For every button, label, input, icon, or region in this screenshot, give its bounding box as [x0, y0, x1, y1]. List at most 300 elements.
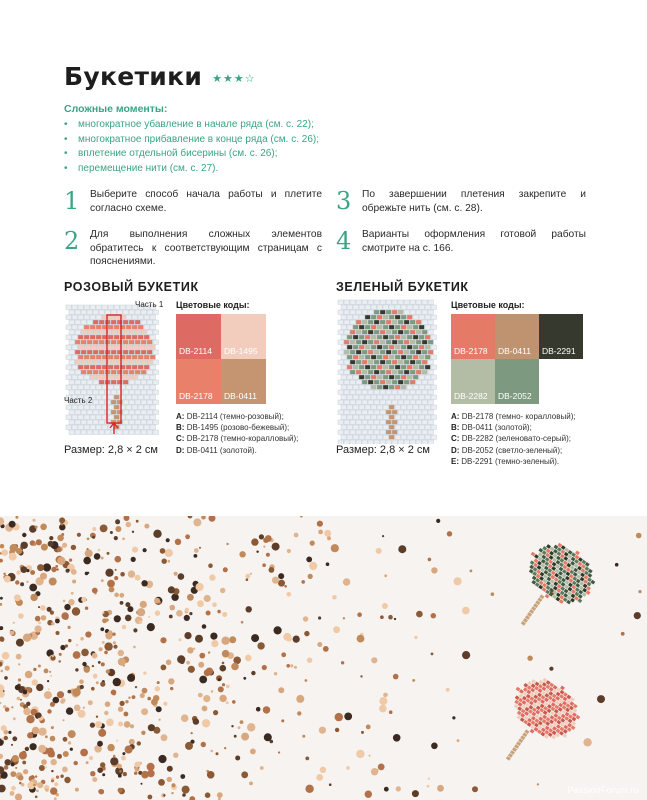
scattered-bead — [118, 650, 124, 656]
scheme-bead — [398, 310, 403, 314]
scattered-bead — [303, 616, 308, 621]
scheme-bead — [395, 435, 400, 439]
scattered-bead — [462, 651, 470, 659]
scattered-bead — [137, 608, 145, 616]
scattered-bead — [113, 641, 116, 644]
scheme-bead — [141, 360, 146, 364]
scheme-bead — [138, 345, 143, 349]
scattered-bead — [141, 731, 145, 735]
scheme-bead — [425, 325, 430, 329]
scheme-bead — [99, 430, 104, 434]
step-number: 4 — [336, 227, 352, 255]
scattered-bead — [81, 597, 86, 602]
scheme-bead — [362, 360, 367, 364]
scheme-bead — [350, 360, 355, 364]
scheme-bead — [374, 330, 379, 334]
scattered-bead — [12, 755, 19, 762]
scheme-bead — [132, 375, 137, 379]
scheme-bead — [425, 425, 430, 429]
scattered-bead — [176, 610, 183, 617]
scheme-bead — [419, 415, 424, 419]
scattered-bead — [120, 572, 125, 577]
scattered-bead — [15, 516, 18, 519]
scheme-bead — [135, 420, 140, 424]
scattered-bead — [241, 621, 244, 624]
scattered-bead — [85, 549, 93, 557]
scheme-bead — [410, 430, 415, 434]
scheme-bead — [419, 375, 424, 379]
scheme-bead — [362, 310, 367, 314]
scheme-bead — [75, 330, 80, 334]
scattered-bead — [35, 796, 38, 799]
scheme-bead — [401, 325, 406, 329]
scheme-bead — [395, 305, 400, 309]
scheme-bead — [404, 430, 409, 434]
scheme-bead — [413, 305, 418, 309]
scheme-bead — [377, 415, 382, 419]
scattered-bead — [75, 788, 79, 792]
scheme-bead — [87, 410, 92, 414]
scheme-bead — [96, 375, 101, 379]
scattered-bead — [0, 785, 6, 793]
scattered-bead — [179, 638, 182, 641]
scheme-bead — [96, 405, 101, 409]
scattered-bead — [297, 711, 301, 715]
scheme-bead — [75, 360, 80, 364]
pink-swatch-db1495 — [221, 314, 266, 359]
scattered-bead — [185, 534, 190, 539]
scheme-bead — [105, 310, 110, 314]
scattered-bead — [47, 709, 51, 713]
scattered-bead — [45, 735, 48, 738]
scattered-bead — [188, 516, 193, 519]
scheme-bead — [362, 320, 367, 324]
scheme-bead — [341, 315, 346, 319]
scheme-bead — [99, 350, 104, 354]
scattered-bead — [88, 700, 93, 705]
scheme-bead — [410, 340, 415, 344]
scheme-bead — [99, 420, 104, 424]
scheme-bead — [338, 330, 343, 334]
scheme-bead — [392, 390, 397, 394]
step-2 — [64, 228, 322, 269]
scheme-bead — [389, 415, 394, 419]
scheme-bead — [392, 380, 397, 384]
scattered-bead — [173, 753, 178, 758]
scattered-bead — [131, 557, 136, 562]
scheme-bead — [356, 300, 361, 304]
scheme-bead — [96, 315, 101, 319]
scheme-bead — [99, 330, 104, 334]
scheme-bead — [66, 325, 71, 329]
scheme-bead — [350, 420, 355, 424]
scattered-bead — [360, 675, 362, 677]
scheme-bead — [398, 400, 403, 404]
scattered-bead — [241, 771, 248, 778]
scattered-bead — [194, 554, 198, 558]
scattered-bead — [296, 695, 304, 703]
scheme-bead — [135, 410, 140, 414]
scattered-bead — [194, 548, 199, 553]
scheme-bead — [126, 365, 131, 369]
scheme-bead — [368, 340, 373, 344]
scattered-bead — [3, 573, 5, 575]
scattered-bead — [251, 671, 255, 675]
scattered-bead — [0, 603, 2, 606]
scheme-bead — [371, 345, 376, 349]
scattered-bead — [318, 616, 321, 619]
scattered-bead — [319, 727, 326, 734]
scheme-bead — [428, 350, 433, 354]
scattered-bead — [92, 777, 97, 782]
scheme-bead — [398, 390, 403, 394]
scattered-bead — [134, 772, 137, 775]
scattered-bead — [62, 543, 67, 548]
scattered-bead — [140, 693, 145, 698]
scattered-bead — [287, 549, 291, 553]
scattered-bead — [151, 699, 158, 706]
scheme-bead — [392, 360, 397, 364]
scattered-bead — [187, 647, 193, 653]
scheme-bead — [135, 390, 140, 394]
bouquet-bead — [516, 687, 521, 692]
scattered-bead — [23, 690, 28, 695]
scattered-bead — [68, 690, 72, 694]
scheme-bead — [395, 325, 400, 329]
scattered-bead — [29, 584, 37, 592]
scheme-bead — [111, 410, 116, 414]
scattered-bead — [148, 795, 153, 800]
scheme-bead — [389, 395, 394, 399]
scheme-bead — [114, 405, 119, 409]
scheme-bead — [392, 430, 397, 434]
scattered-bead — [92, 527, 96, 531]
scheme-bead — [90, 375, 95, 379]
scattered-bead — [38, 621, 41, 624]
scheme-bead — [347, 335, 352, 339]
scheme-bead — [431, 385, 436, 389]
scheme-bead — [380, 330, 385, 334]
green-swatch-db2291 — [539, 314, 583, 359]
scattered-bead — [188, 666, 195, 673]
scheme-bead — [416, 360, 421, 364]
scattered-bead — [15, 580, 19, 584]
scheme-bead — [419, 365, 424, 369]
scattered-bead — [329, 783, 332, 786]
scheme-bead — [377, 425, 382, 429]
scheme-bead — [84, 365, 89, 369]
scheme-bead — [359, 365, 364, 369]
scheme-bead — [422, 310, 427, 314]
scattered-bead — [431, 653, 434, 656]
scheme-bead — [350, 320, 355, 324]
scattered-bead — [272, 577, 279, 584]
scheme-bead — [398, 300, 403, 304]
scheme-bead — [404, 350, 409, 354]
scheme-bead — [93, 350, 98, 354]
scheme-bead — [147, 390, 152, 394]
scheme-bead — [389, 335, 394, 339]
scheme-bead — [383, 365, 388, 369]
scheme-bead — [123, 340, 128, 344]
scattered-bead — [317, 521, 323, 527]
scattered-bead — [170, 605, 176, 611]
scattered-bead — [220, 588, 225, 593]
scattered-bead — [38, 728, 46, 736]
scheme-bead — [78, 355, 83, 359]
scheme-bead — [392, 320, 397, 324]
scheme-bead — [392, 340, 397, 344]
scattered-bead — [549, 667, 553, 671]
scheme-bead — [99, 380, 104, 384]
scheme-bead — [96, 305, 101, 309]
scheme-bead — [108, 305, 113, 309]
scheme-bead — [338, 430, 343, 434]
scheme-bead — [401, 345, 406, 349]
scattered-bead — [68, 569, 70, 571]
scheme-bead — [72, 325, 77, 329]
scattered-bead — [86, 761, 89, 764]
scheme-bead — [108, 375, 113, 379]
scheme-bead — [419, 395, 424, 399]
scattered-bead — [0, 626, 3, 630]
pink-swatch-db2114 — [176, 314, 221, 359]
scheme-bead — [141, 400, 146, 404]
scheme-bead — [338, 380, 343, 384]
scheme-bead — [344, 370, 349, 374]
scheme-bead — [362, 410, 367, 414]
scattered-bead — [171, 594, 178, 601]
scheme-bead — [374, 390, 379, 394]
scattered-bead — [137, 741, 141, 745]
scheme-bead — [72, 405, 77, 409]
scattered-bead — [15, 794, 22, 800]
scattered-bead — [80, 637, 84, 641]
scattered-bead — [431, 613, 436, 618]
scattered-bead — [201, 742, 206, 747]
scheme-bead — [102, 305, 107, 309]
scheme-bead — [99, 400, 104, 404]
scheme-bead — [138, 365, 143, 369]
scheme-bead — [93, 400, 98, 404]
scattered-bead — [243, 677, 246, 680]
scheme-bead — [338, 340, 343, 344]
scattered-bead — [16, 654, 22, 660]
scattered-bead — [71, 545, 76, 550]
scheme-bead — [129, 400, 134, 404]
scattered-bead — [9, 521, 16, 528]
scheme-bead — [371, 435, 376, 439]
scheme-bead — [353, 405, 358, 409]
scattered-bead — [326, 562, 330, 566]
scheme-bead — [93, 320, 98, 324]
scattered-bead — [115, 569, 117, 571]
scattered-bead — [398, 545, 406, 553]
scheme-bead — [389, 355, 394, 359]
scattered-bead — [55, 565, 58, 568]
scattered-bead — [332, 595, 337, 600]
scattered-bead — [141, 771, 149, 779]
scattered-bead — [73, 688, 81, 696]
scheme-bead — [404, 300, 409, 304]
scattered-bead — [118, 788, 123, 793]
scheme-bead — [368, 390, 373, 394]
scattered-bead — [278, 573, 284, 579]
scheme-bead — [350, 300, 355, 304]
scattered-bead — [284, 585, 287, 588]
scheme-bead — [386, 430, 391, 434]
scattered-bead — [125, 700, 128, 703]
scattered-bead — [218, 686, 224, 692]
scheme-bead — [428, 380, 433, 384]
scheme-bead — [126, 345, 131, 349]
scattered-bead — [30, 594, 37, 601]
scattered-bead — [38, 606, 40, 608]
scattered-bead — [94, 553, 101, 560]
scattered-bead — [33, 668, 36, 671]
scheme-bead — [141, 390, 146, 394]
scattered-bead — [97, 767, 103, 773]
scattered-bead — [412, 679, 415, 682]
scattered-bead — [283, 633, 291, 641]
scheme-bead — [93, 430, 98, 434]
scheme-bead — [398, 340, 403, 344]
scheme-bead — [422, 400, 427, 404]
scattered-bead — [178, 573, 185, 580]
scheme-bead — [407, 335, 412, 339]
scattered-bead — [114, 536, 118, 540]
scheme-bead — [431, 325, 436, 329]
scattered-bead — [62, 767, 68, 773]
scheme-bead — [81, 320, 86, 324]
scattered-bead — [32, 727, 40, 735]
scattered-bead — [246, 578, 249, 581]
scheme-bead — [353, 355, 358, 359]
scheme-bead — [359, 375, 364, 379]
scattered-bead — [428, 558, 432, 562]
scattered-bead — [302, 735, 305, 738]
scattered-bead — [160, 637, 166, 643]
scattered-bead — [155, 610, 160, 615]
scattered-bead — [247, 723, 255, 731]
scheme-bead — [72, 335, 77, 339]
scattered-bead — [45, 766, 47, 768]
swatch-code: DB-2178 — [179, 391, 213, 401]
scattered-bead — [427, 785, 430, 788]
scattered-bead — [122, 538, 125, 541]
scheme-bead — [150, 345, 155, 349]
difficulty-item: • многократное прибавление в конце ряда (см. с. 26); — [64, 133, 364, 148]
scheme-bead — [410, 400, 415, 404]
scheme-bead — [347, 395, 352, 399]
scheme-bead — [398, 420, 403, 424]
scheme-bead — [359, 335, 364, 339]
scheme-bead — [344, 320, 349, 324]
green-swatch-db2178 — [451, 314, 495, 359]
scheme-bead — [422, 380, 427, 384]
scheme-bead — [398, 380, 403, 384]
scheme-bead — [404, 400, 409, 404]
scheme-bead — [129, 380, 134, 384]
scheme-bead — [407, 345, 412, 349]
scattered-bead — [51, 726, 54, 729]
scheme-bead — [108, 325, 113, 329]
scattered-bead — [376, 548, 382, 554]
scheme-bead — [425, 385, 430, 389]
green-legend — [451, 411, 576, 467]
scheme-bead — [380, 320, 385, 324]
scheme-bead — [401, 305, 406, 309]
scheme-bead — [87, 390, 92, 394]
scheme-bead — [78, 415, 83, 419]
scheme-bead — [347, 355, 352, 359]
scattered-bead — [26, 581, 28, 583]
scattered-bead — [636, 533, 642, 539]
scheme-bead — [413, 405, 418, 409]
scheme-bead — [78, 305, 83, 309]
scattered-bead — [256, 707, 261, 712]
scattered-bead — [27, 732, 33, 738]
scheme-bead — [341, 335, 346, 339]
scattered-bead — [48, 541, 54, 547]
scheme-bead — [425, 415, 430, 419]
step-text: Варианты оформления готовой работы смотрите на с. 166. — [362, 229, 586, 254]
scheme-bead — [87, 370, 92, 374]
scattered-bead — [333, 626, 340, 633]
scheme-bead — [96, 395, 101, 399]
scattered-bead — [63, 751, 69, 757]
scattered-bead — [221, 637, 229, 645]
scheme-bead — [368, 420, 373, 424]
scattered-bead — [241, 733, 249, 741]
scattered-bead — [13, 717, 16, 720]
scheme-bead — [144, 385, 149, 389]
scattered-bead — [106, 719, 114, 727]
scattered-bead — [51, 770, 53, 772]
scattered-bead — [75, 668, 78, 671]
scheme-bead — [147, 370, 152, 374]
scheme-bead — [392, 410, 397, 414]
scheme-bead — [66, 365, 71, 369]
green-swatch-db2052 — [495, 359, 539, 404]
scattered-bead — [140, 601, 147, 608]
scheme-bead — [359, 435, 364, 439]
scattered-bead — [39, 685, 41, 687]
scheme-bead — [425, 335, 430, 339]
scattered-bead — [0, 597, 3, 600]
scheme-bead — [419, 385, 424, 389]
scattered-bead — [12, 736, 17, 741]
scheme-bead — [404, 380, 409, 384]
scattered-bead — [375, 769, 378, 772]
scattered-bead — [211, 640, 218, 647]
scheme-bead — [75, 390, 80, 394]
scattered-bead — [90, 723, 95, 728]
scattered-bead — [77, 533, 81, 537]
scattered-bead — [168, 586, 175, 593]
scattered-bead — [191, 732, 193, 734]
scattered-bead — [161, 734, 168, 741]
scheme-bead — [81, 430, 86, 434]
scheme-bead — [132, 315, 137, 319]
scheme-bead — [126, 355, 131, 359]
scheme-bead — [398, 350, 403, 354]
scheme-bead — [108, 385, 113, 389]
scheme-bead — [138, 385, 143, 389]
scheme-bead — [126, 305, 131, 309]
scheme-bead — [126, 415, 131, 419]
scheme-bead — [341, 365, 346, 369]
